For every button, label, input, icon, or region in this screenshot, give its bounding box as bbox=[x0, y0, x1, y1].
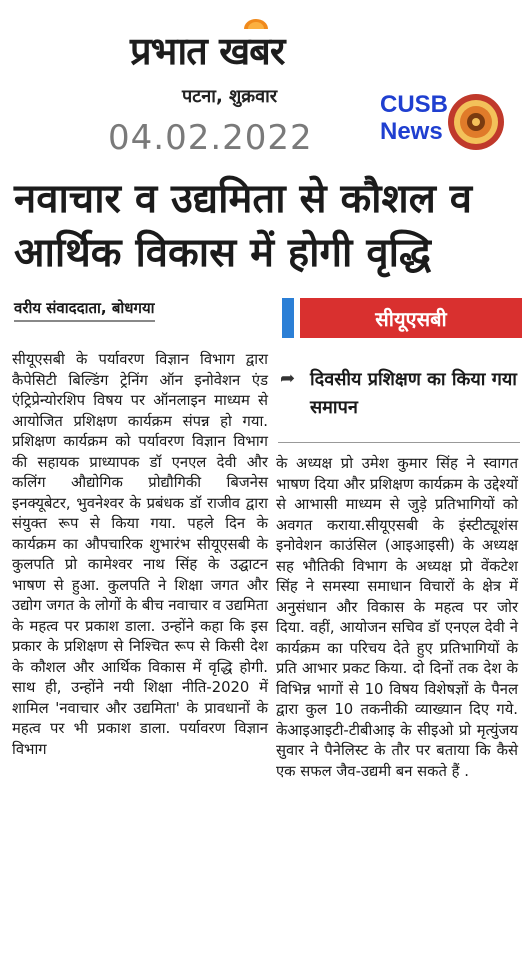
masthead-title: प्रभात खबर bbox=[130, 29, 285, 73]
section-tag: सीयूएसबी bbox=[300, 298, 522, 338]
sun-logo-icon bbox=[242, 18, 270, 30]
subheading: दिवसीय प्रशिक्षण का किया गया समापन bbox=[310, 369, 517, 418]
rotate-arrow-icon: ➦ bbox=[280, 368, 296, 389]
divider bbox=[278, 442, 520, 443]
masthead-logo bbox=[130, 24, 370, 73]
publication-date: 04.02.2022 bbox=[108, 118, 313, 158]
cusb-label: CUSB bbox=[380, 91, 449, 118]
body-paragraph: सीयूएसबी के पर्यावरण विज्ञान विभाग द्वारा कैपेसिटी बिल्डिंग ट्रेनिंग ऑन इनोवेशन एंड एंट्रिप्रेन्योरशिप विषय पर ऑनलाइन माध्यम से आयोजित प्रशिक्षण कार्यक्रम संपन्न हो गया. प्रशिक्षण कार्यक्रम को पर्यावरण विज्ञान विभाग की सहायक प्राध्यापक डॉ एनएल देवी और कलिंग औद्योगिक प्रोद्यौगिकी बिजनेस इनक्यूबेटर, भुवनेश्वर के प्रबंधक डॉ राजीव द्वारा संयुक्त रूप से किया गया. पहले दिन के कार्यक्रम का औपचारिक शुभारंभ सीयूएसबी के कुलपति प्रो कामेश्वर नाथ सिंह के उद्घाटन भाषण से हुआ. कुलपति ने शिक्षा जगत और उद्योग जगत के लोगों के बीच नवाचार व उद्यमिता के महत्व पर प्रकाश डाला. उन्होंने कहा कि इस प्रकार के प्रशिक्षण से निश्चित रूप से किसी देश के कौशल और आर्थिक विकास में वृद्धि होगी. साथ ही, उन्होंने नयी शिक्षा नीति-2020 में शामिल 'नवाचार और उद्यमिता' के प्रावधानों के महत्व पर भी प्रकाश डाला. पर्यावरण विज्ञान विभाग bbox=[12, 351, 268, 758]
byline: वरीय संवाददाता, बोधगया bbox=[14, 298, 155, 322]
tag-accent-bar bbox=[282, 298, 294, 338]
university-seal-icon bbox=[446, 92, 506, 152]
article-body-right bbox=[276, 454, 518, 782]
body-paragraph: के अध्यक्ष प्रो उमेश कुमार सिंह ने स्वागत भाषण दिया और प्रशिक्षण कार्यक्रम के उद्देश्यों से आभासी माध्यम से जुड़े प्रतिभागियों को अवगत कराया.सीयूएसबी के इंस्टीट्यूशंस इनोवेशन काउंसिल (आइआइसी) के अध्यक्ष सह भौतिकी विभाग के अध्यक्ष प्रो वेंकटेश सिंह ने समस्या समाधान विचारों के क्षेत्र में अनुसंधान और विकास के महत्व पर जोर दिया. वहीं, आयोजन सचिव डॉ एनएल देवी ने कार्यक्रम का परिचय देते हुए प्रतिभागियों के प्रति आभार प्रकट किया. दो दिनों तक देश के विभिन्न भागों से 10 विषय विशेषज्ञों के पैनल द्वारा कुल 10 तकनीकी व्याख्यान दिए गये. केआइआइटी-टीबीआइ के सीइओ प्रो मृत्युंजय सुवार ने पैनेलिस्ट के तौर पर बताया कि कैसे एक सफल जैव-उद्यमी बन सकते हैं . bbox=[276, 455, 518, 780]
article-body-left bbox=[12, 350, 268, 760]
cusb-news-badge bbox=[380, 91, 449, 146]
news-label: News bbox=[380, 118, 443, 145]
edition-line: पटना, शुक्रवार bbox=[182, 86, 278, 107]
headline: नवाचार व उद्यमिता से कौशल व आर्थिक विकास में होगी वृद्धि bbox=[14, 176, 473, 276]
